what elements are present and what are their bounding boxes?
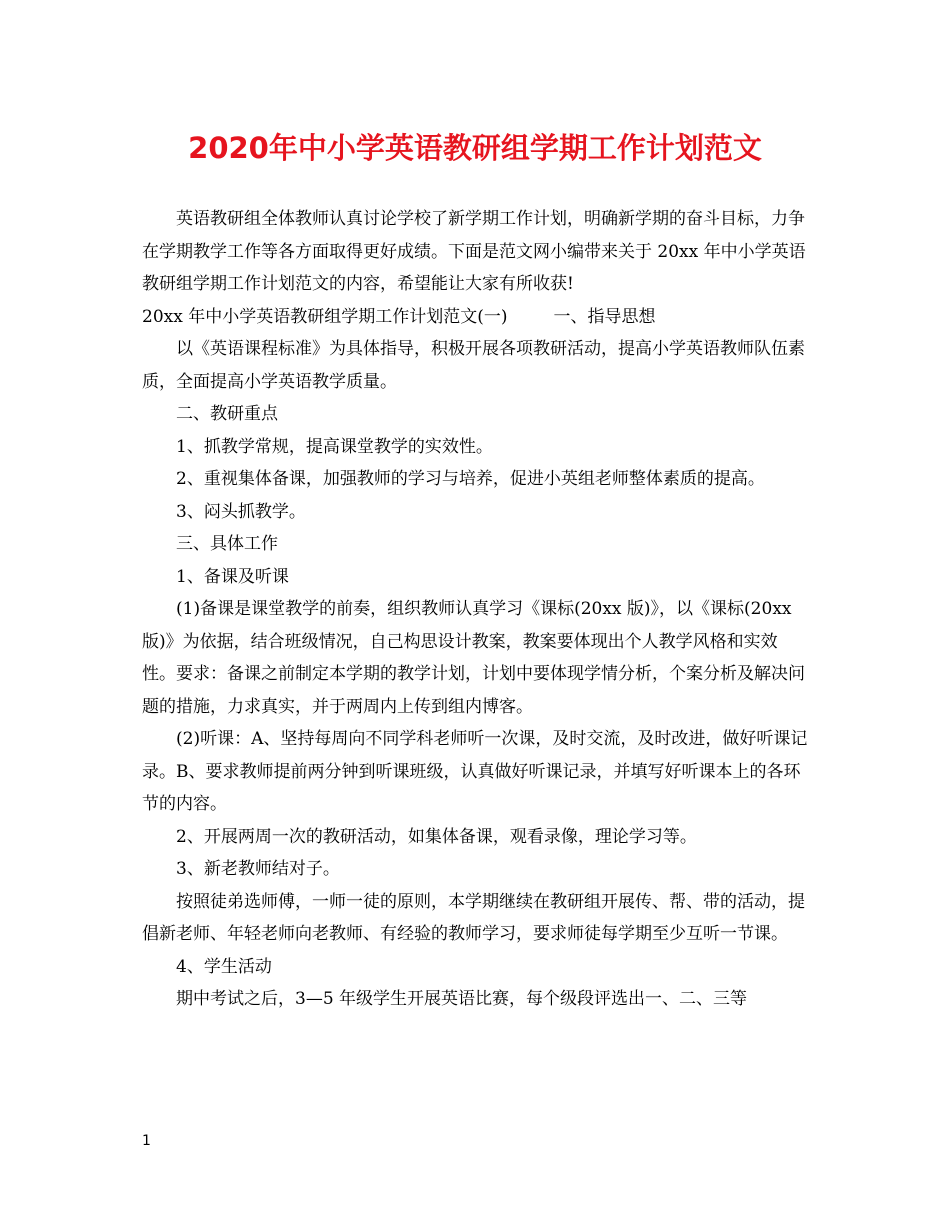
section-heading-1: 一、指导思想 bbox=[553, 306, 656, 327]
subtitle: 20xx 年中小学英语教研组学期工作计划范文(一) bbox=[142, 306, 508, 327]
section3-sub3-paragraph: 按照徒弟选师傅，一师一徒的原则，本学期继续在教研组开展传、帮、带的活动，提倡新老师、年轻老师向老教师、有经验的教师学习，要求师徒每学期至少互听一节课。 bbox=[142, 891, 805, 944]
section-heading-3: 三、具体工作 bbox=[176, 534, 278, 554]
intro-paragraph: 英语教研组全体教师认真讨论学校了新学期工作计划，明确新学期的奋斗目标，力争在学期教学工作等各方面取得更好成绩。下面是范文网小编带来关于 20xx 年中小学英语教研组学期工作计划范文的内容，希望能让大家有所收获! bbox=[142, 209, 806, 294]
section2-item-3: 3、闷头抓教学。 bbox=[176, 501, 306, 522]
section1-paragraph: 以《英语课程标准》为具体指导，积极开展各项教研活动，提高小学英语教师队伍素质，全面提高小学英语教学质量。 bbox=[142, 339, 805, 392]
document-body bbox=[142, 203, 810, 1016]
page-number: 1 bbox=[142, 1133, 151, 1149]
section3-sub1-paragraph-1: (1)备课是课堂教学的前奏，组织教师认真学习《课标(20xx 版)》，以《课标(20xx 版)》为依据，结合班级情况，自己构思设计教案，教案要体现出个人教学风格和实效性。要求：备课之前制定本学期的教学计划，计划中要体现学情分析，个案分析及解决问题的措施，力求真实，并于两周内上传到组内博客。 bbox=[142, 599, 805, 717]
subtitle-line bbox=[142, 301, 810, 334]
section3-sub-4: 4、学生活动 bbox=[176, 956, 272, 977]
section-heading-2: 二、教研重点 bbox=[176, 404, 278, 424]
section2-item-1: 1、抓教学常规，提高课堂教学的实效性。 bbox=[176, 436, 493, 457]
section3-sub-1: 1、备课及听课 bbox=[176, 566, 289, 587]
section3-sub-3: 3、新老教师结对子。 bbox=[176, 859, 340, 879]
section2-item-2: 2、重视集体备课，加强教师的学习与培养，促进小英组老师整体素质的提高。 bbox=[176, 469, 765, 489]
section3-sub-2: 2、开展两周一次的教研活动，如集体备课，观看录像，理论学习等。 bbox=[176, 826, 697, 847]
section3-sub1-paragraph-2: (2)听课：A、坚持每周向不同学科老师听一次课，及时交流，及时改进，做好听课记录。B、要求教师提前两分钟到听课班级，认真做好听课记录，并填写好听课本上的各环节的内容。 bbox=[142, 729, 808, 814]
section3-sub4-paragraph: 期中考试之后，3—5 年级学生开展英语比赛，每个级段评选出一、二、三等 bbox=[176, 989, 748, 1009]
document-title: 2020年中小学英语教研组学期工作计划范文 bbox=[188, 131, 762, 165]
